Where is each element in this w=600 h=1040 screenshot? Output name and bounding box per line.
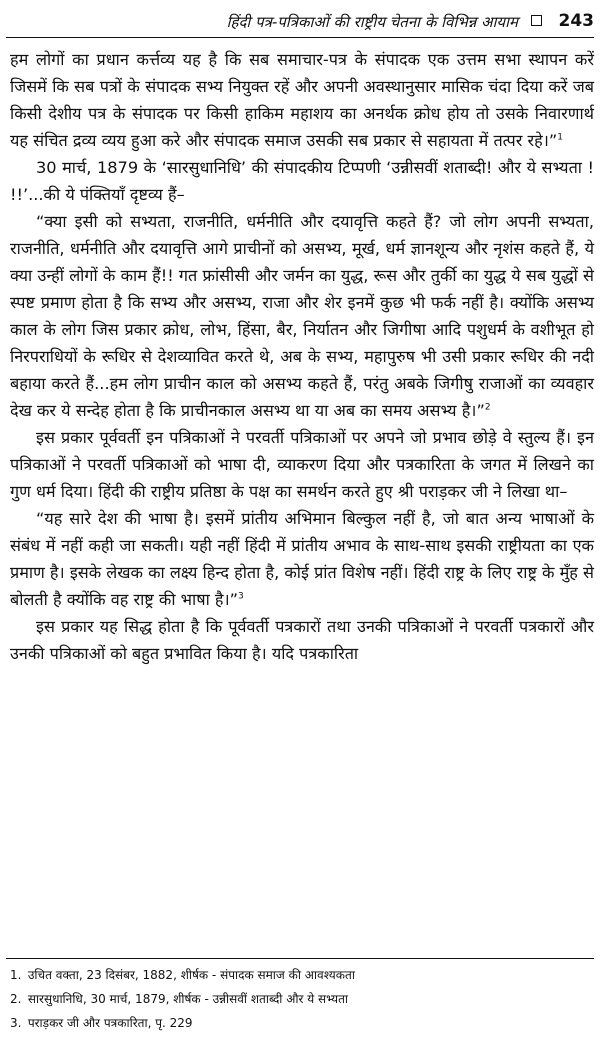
paragraph-1: [10, 46, 594, 154]
running-header: [0, 0, 600, 38]
quotation-1-text: “क्या इसी को सभ्यता, राजनीति, धर्मनीति और दयावृत्ति कहते हैं? जो लोग अपनी सभ्यता, राजनीति, धर्मनीति और दयावृत्ति आगे प्राचीनों को असभ्य, मूर्ख, धर्म ज्ञानशून्य और नृशंस कहते हैं, ये क्या उन्हीं लोगों के काम हैं!! गत फ्रांसीसी और जर्मन का युद्ध, रूस और तुर्की का युद्ध ये सब युद्धों से स्पष्ट प्रमाण होता है कि सभ्य और असभ्य, राजा और शेर इनमें कुछ भी फर्क नहीं है। क्योंकि असभ्य काल के लोग जिस प्रकार क्रोध, लोभ, हिंसा, बैर, निर्यातन और जिगीषा आदि पशुधर्म के वशीभूत हो निरपराधियों के रूधिर से देशव्यावित करते थे, अब के सभ्य, महापुरुष भी उसी प्रकार रूधिर की नदी बहाया करते हैं...हम लोग प्राचीन काल को असभ्य कहते हैं, परंतु अबके जिगीषु राजाओं का व्यवहार देख कर ये सन्देह होता है कि प्राचीनकाल असभ्य था या अब का समय असभ्य है।”: [10, 212, 594, 420]
footnote-number: 3.: [10, 1016, 22, 1030]
footnote-number: 1.: [10, 968, 22, 982]
paragraph-2: [10, 154, 594, 208]
footnote-text: उचित वक्ता, 23 दिसंबर, 1882, शीर्षक - संपादक समाज की आवश्यकता: [27, 968, 355, 982]
paragraph-3-text: इस प्रकार पूर्ववर्ती इन पत्रिकाओं ने परवर्ती पत्रिकाओं पर अपने जो प्रभाव छोड़े वे स्तुल्य हैं। इन पत्रिकाओं ने परवर्ती पत्रिकाओं को भाषा दी, व्याकरण दिया और पत्रकारिता के जगत में लिखने का गुण धर्म दिया। हिंदी की राष्ट्रीय प्रतिष्ठा के पक्ष का समर्थन करते हुए श्री पराड़कर जी ने लिखा था–: [10, 428, 594, 501]
footnote-ref-3: 3: [238, 591, 244, 602]
header-rule: [6, 37, 594, 38]
footnote-text: सारसुधानिधि, 30 मार्च, 1879, शीर्षक - उन्नीसवीं शताब्दी और ये सभ्यता: [27, 992, 349, 1006]
page-number: 243: [558, 11, 594, 31]
paragraph-4: [10, 613, 594, 667]
paragraph-4-text: इस प्रकार यह सिद्ध होता है कि पूर्ववर्ती पत्रकारों तथा उनकी पत्रिकाओं ने परवर्ती पत्रकारों और उनकी पत्रिकाओं को बहुत प्रभावित किया है। यदि पत्रकारिता: [10, 617, 594, 663]
footnote-ref-1: 1: [557, 132, 563, 143]
footnotes: [10, 963, 594, 1035]
paragraph-2-text: 30 मार्च, 1879 के ‘सारसुधानिधि’ की संपादकीय टिप्पणी ‘उन्नीसवीं शताब्दी! और ये सभ्यता ! !!’...की ये पंक्तियाँ दृष्टव्य हैं–: [10, 158, 594, 204]
footnote-2: [10, 987, 594, 1011]
paragraph-3: [10, 424, 594, 505]
paragraph-1-text: हम लोगों का प्रधान कर्त्तव्य यह है कि सब समाचार-पत्र के संपादक एक उत्तम सभा स्थापन करें जिसमें कि सब पत्रों के संपादक सभ्य नियुक्त रहें और अपनी अवस्थानुसार मासिक चंदा दिया करें जब किसी देशीय पत्र के संपादक पर किसी हाकिम महाशय का अनर्थक क्रोध होय तो उसके निवारणार्थ यह संचित द्रव्य व्यय हुआ करे और संपादक समाज उसकी सब प्रकार से सहायता में तत्पर रहे।”: [10, 50, 594, 150]
footnote-text: पराड़कर जी और पत्रकारिता, पृ. 229: [27, 1016, 193, 1030]
quotation-2: [10, 505, 594, 613]
footnote-ref-2: 2: [484, 402, 491, 413]
footnote-number: 2.: [10, 992, 22, 1006]
main-text: [10, 46, 594, 667]
footnote-1: [10, 963, 594, 987]
square-bullet-icon: [531, 15, 542, 26]
footnote-rule: [6, 958, 594, 959]
quotation-2-text: “यह सारे देश की भाषा है। इसमें प्रांतीय अभिमान बिल्कुल नहीं है, जो बात अन्य भाषाओं के संबंध में नहीं कही जा सकती। यही नहीं हिंदी में प्रांतीय अभाव के साथ-साथ इसकी राष्ट्रीयता का एक प्रमाण है। इसके लेखक का लक्ष्य हिन्द होता है, कोई प्रांत विशेष नहीं। हिंदी राष्ट्र के लिए राष्ट्र के मुँह से बोलती है क्योंकि वह राष्ट्र की भाषा है।”: [10, 509, 594, 609]
quotation-1: [10, 208, 594, 424]
footnote-3: [10, 1011, 594, 1035]
running-header-title: हिंदी पत्र-पत्रिकाओं की राष्ट्रीय चेतना के विभिन्न आयाम: [226, 13, 518, 31]
